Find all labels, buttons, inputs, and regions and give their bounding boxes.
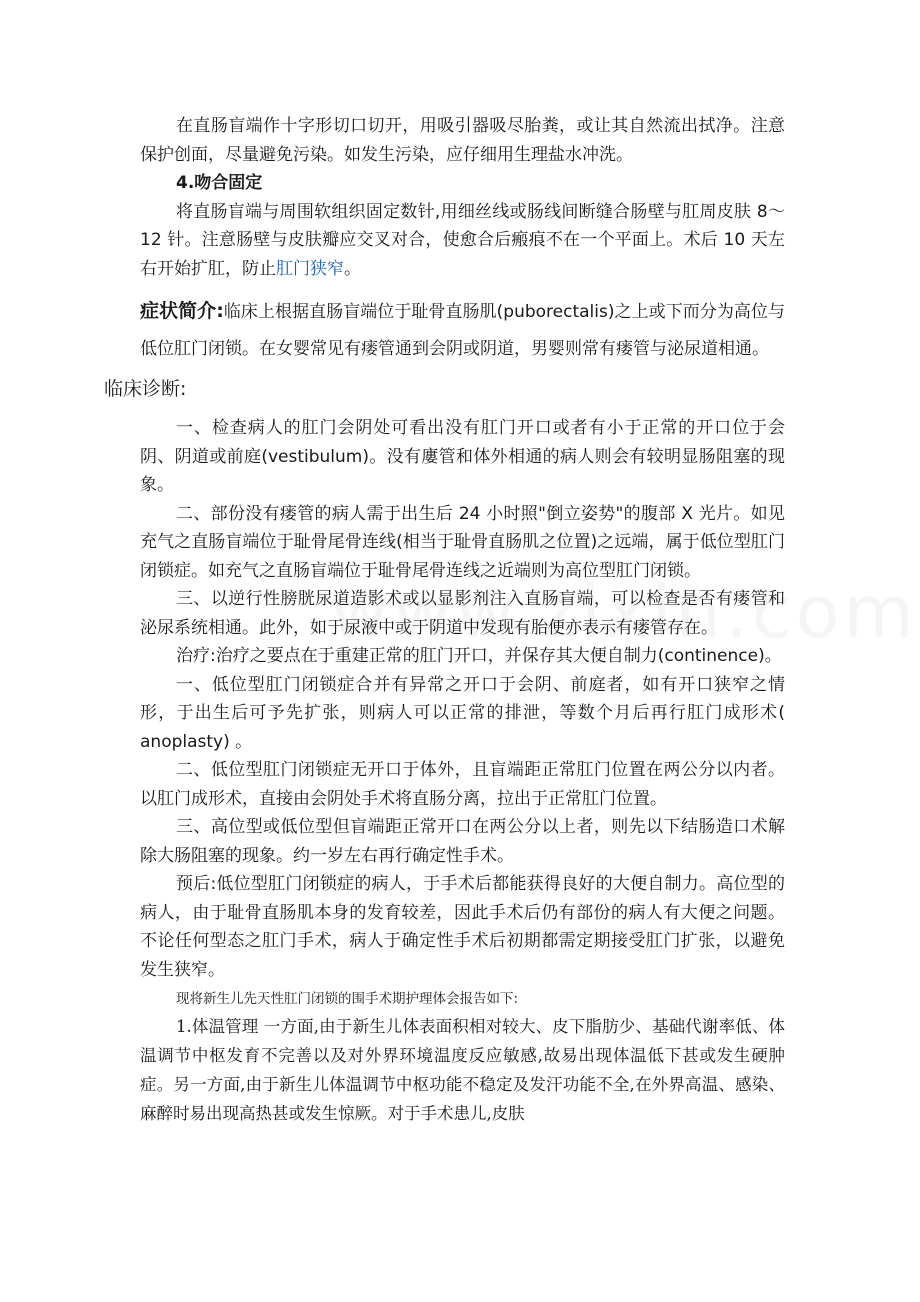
paragraph-fixation-text: 将直肠盲端与周围软组织固定数针,用细丝线或肠线间断缝合肠壁与肛周皮肤 8～12 针。注意肠壁与皮肤瓣应交叉对合，使愈合后瘢痕不在一个平面上。术后 10 天左右开始扩肛，防止 <box>140 201 785 279</box>
document-body <box>104 112 785 1128</box>
paragraph-incision: 在直肠盲端作十字形切口切开，用吸引器吸尽胎粪，或让其自然流出拭净。注意保护创面，尽量避免污染。如发生污染，应仔细用生理盐水冲洗。 <box>140 116 785 165</box>
diagnosis-item-1: 一、检查病人的肛门会阴处可看出没有肛门开口或者有小于正常的开口位于会阴、阴道或前庭(vestibulum)。没有廔管和体外相通的病人则会有较明显肠阻塞的现象。 <box>140 418 785 495</box>
diagnosis-item-3: 三、以逆行性膀胱尿道造影术或以显影剂注入直肠盲端，可以检查是否有瘘管和泌尿系统相通。此外，如于尿液中或于阴道中发现有胎便亦表示有瘘管存在。 <box>140 589 785 638</box>
treatment-item-3: 三、高位型或低位型但盲端距正常开口在两公分以上者，则先以下结肠造口术解除大肠阻塞的现象。约一岁左右再行确定性手术。 <box>140 817 785 866</box>
symptom-heading: 症状简介: <box>140 300 224 322</box>
treatment-item-1: 一、低位型肛门闭锁症合并有异常之开口于会阴、前庭者，如有开口狭窄之情形，于出生后可予先扩张，则病人可以正常的排泄，等数个月后再行肛门成形术( anoplasty) 。 <box>140 674 785 752</box>
report-intro: 现将新生儿先天性肛门闭锁的围手术期护理体会报告如下: <box>176 991 519 1007</box>
treatment-intro: 治疗:治疗之要点在于重建正常的肛门开口，并保存其大便自制力(continence)。 <box>176 646 782 666</box>
prognosis: 预后:低位型肛门闭锁症的病人，于手术后都能获得良好的大便自制力。高位型的病人，由于耻骨直肠肌本身的发育较差，因此手术后仍有部份的病人有大便之问题。不论任何型态之肛门手术，病人于确定性手术后初期都需定期接受肛门扩张，以避免发生狭窄。 <box>140 874 785 980</box>
paragraph-fixation <box>140 198 785 284</box>
treatment-item-2: 二、低位型肛门闭锁症无开口于体外，且盲端距正常肛门位置在两公分以内者。以肛门成形术，直接由会阴处手术将直肠分离，拉出于正常肛门位置。 <box>140 760 785 809</box>
diagnosis-heading: 临床诊断: <box>104 378 187 400</box>
symptom-summary <box>140 293 785 368</box>
paragraph-fixation-end: 。 <box>344 258 361 279</box>
nursing-item-1: 1.体温管理 一方面,由于新生儿体表面积相对较大、皮下脂肪少、基础代谢率低、体温调节中枢发育不完善以及对外界环境温度反应敏感,故易出现体温低下甚或发生硬肿症。另一方面,由于新生儿体温调节中枢功能不稳定及发汗功能不全,在外界高温、感染、麻醉时易出现高热甚或发生惊厥。对于手术患儿,皮肤 <box>140 1017 785 1123</box>
diagnosis-item-2: 二、部份没有瘘管的病人需于出生后 24 小时照"倒立姿势"的腹部 X 光片。如见充气之直肠盲端位于耻骨尾骨连线(相当于耻骨直肠肌之位置)之远端，属于低位型肛门闭锁症。如充气之直肠盲端位于耻骨尾骨连线之近端则为高位型肛门闭锁。 <box>140 503 785 581</box>
symptom-text: 临床上根据直肠盲端位于耻骨直肠肌(puborectalis)之上或下而分为高位与低位肛门闭锁。在女婴常见有瘘管通到会阴或阴道，男婴则常有瘘管与泌尿道相通。 <box>140 302 785 359</box>
link-anal-stenosis[interactable]: 肛门狭窄 <box>276 258 344 279</box>
section-heading-anastomosis: 4.吻合固定 <box>176 173 263 193</box>
